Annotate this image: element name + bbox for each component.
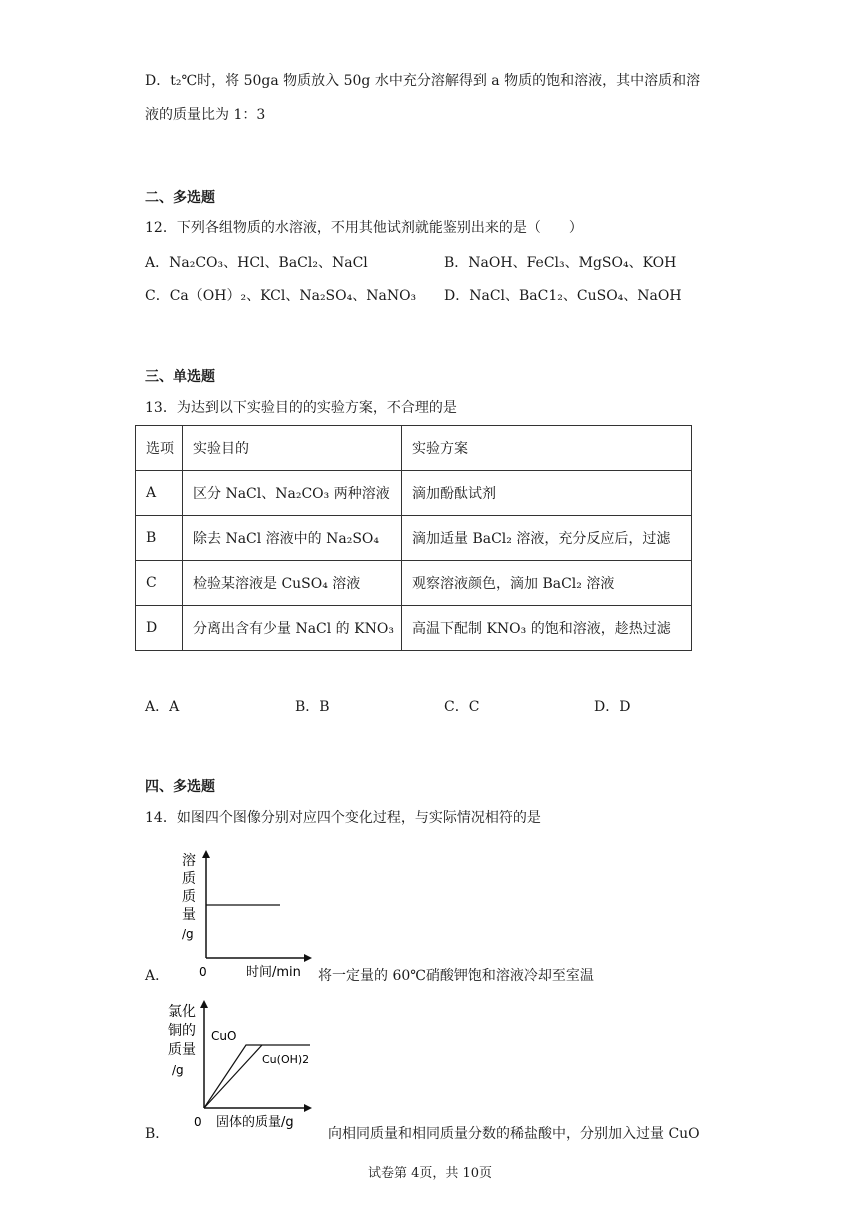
table-row [136, 606, 692, 651]
q14-graph-a [176, 848, 316, 980]
q13-answer-b: B．B [295, 699, 330, 715]
table-cell: 滴加酚酞试剂 [402, 471, 692, 516]
q11-option-d-line1: D．t₂℃时，将 50ga 物质放入 50g 水中充分溶解得到 a 物质的饱和溶液，其中溶质和溶 [145, 73, 701, 89]
q13-stem: 13．为达到以下实验目的的实验方案，不合理的是 [145, 400, 457, 416]
y-label-char: 溶 [182, 853, 196, 869]
q12-option-a [145, 253, 368, 273]
q14-option-a-label: A． [145, 968, 170, 984]
q11-option-d-line2: 液的质量比为 1：3 [145, 107, 266, 123]
table-cell: 分离出含有少量 NaCl 的 KNO₃ [183, 606, 402, 651]
y-axis-arrow-icon [200, 1000, 208, 1008]
y-axis-arrow-icon [202, 850, 210, 858]
table-row [136, 516, 692, 561]
table-cell: 高温下配制 KNO₃ 的饱和溶液，趁热过滤 [402, 606, 692, 651]
q13-answer-c: C．C [444, 699, 480, 715]
table-cell: 滴加适量 BaCl₂ 溶液，充分反应后，过滤 [402, 516, 692, 561]
table-cell: 区分 NaCl、Na₂CO₃ 两种溶液 [183, 471, 402, 516]
origin-label: 0 [194, 1115, 202, 1129]
table-header-row [136, 426, 692, 471]
q14-stem: 14．如图四个图像分别对应四个变化过程，与实际情况相符的是 [145, 810, 541, 826]
table-header-cell: 选项 [136, 426, 183, 471]
q14-option-a-text: 将一定量的 60℃硝酸钾饱和溶液冷却至室温 [318, 968, 594, 984]
q14-graph-b [166, 1000, 316, 1136]
q12-option-d [444, 286, 682, 306]
section-heading-single-choice: 三、单选题 [145, 369, 215, 385]
series-label-cuoh2: Cu(OH)2 [262, 1053, 310, 1066]
table-cell: 检验某溶液是 CuSO₄ 溶液 [183, 561, 402, 606]
q14-option-b-label: B． [145, 1126, 170, 1142]
series-label-cuo: CuO [211, 1029, 237, 1043]
origin-label: 0 [199, 965, 207, 979]
experiment-table [135, 425, 692, 651]
y-label-char: 质 [182, 889, 196, 905]
x-axis-label: 时间/min [246, 965, 301, 980]
x-axis-arrow-icon [304, 1104, 312, 1112]
table-cell: C [136, 561, 183, 606]
q14-option-b-text: 向相同质量和相同质量分数的稀盐酸中，分别加入过量 CuO [328, 1126, 700, 1142]
x-axis-arrow-icon [304, 954, 312, 962]
y-label-char: 量 [182, 907, 196, 923]
y-label-line: 铜的 [168, 1023, 196, 1039]
table-header-cell: 实验方案 [402, 426, 692, 471]
y-label-line: 质量 [168, 1042, 196, 1058]
q12-option-b [444, 253, 676, 273]
option-text: NaCl、BaC1₂、CuSO₄、NaOH [469, 288, 682, 304]
q13-answer-d: D．D [594, 699, 631, 715]
q12-stem: 12．下列各组物质的水溶液，不用其他试剂就能鉴别出来的是（ ） [145, 220, 583, 236]
option-text: Ca（OH）₂、KCl、Na₂SO₄、NaNO₃ [169, 288, 417, 304]
series-line-cuoh2 [204, 1045, 262, 1108]
y-label-line: 氯化 [168, 1004, 196, 1020]
table-row [136, 561, 692, 606]
y-label-unit: /g [172, 1063, 184, 1077]
option-text: Na₂CO₃、HCl、BaCl₂、NaCl [169, 255, 368, 271]
table-row [136, 471, 692, 516]
option-text: NaOH、FeCl₃、MgSO₄、KOH [468, 255, 677, 271]
table-cell: D [136, 606, 183, 651]
page-footer: 试卷第 4页，共 10页 [367, 1166, 493, 1181]
y-label-unit: /g [182, 927, 194, 941]
table-cell: B [136, 516, 183, 561]
section-heading-multiple-choice: 二、多选题 [145, 190, 215, 206]
y-label-char: 质 [182, 871, 196, 887]
x-axis-label: 固体的质量/g [216, 1115, 294, 1130]
table-cell: A [136, 471, 183, 516]
q12-option-c [145, 286, 416, 306]
option-label: D． [444, 288, 470, 304]
table-cell: 除去 NaCl 溶液中的 Na₂SO₄ [183, 516, 402, 561]
section-heading-multiple-choice-2: 四、多选题 [145, 779, 215, 795]
table-header-cell: 实验目的 [183, 426, 402, 471]
option-label: A． [145, 255, 170, 271]
table-cell: 观察溶液颜色，滴加 BaCl₂ 溶液 [402, 561, 692, 606]
option-label: B． [444, 255, 469, 271]
option-label: C． [145, 288, 170, 304]
q13-answer-a: A．A [145, 699, 180, 715]
